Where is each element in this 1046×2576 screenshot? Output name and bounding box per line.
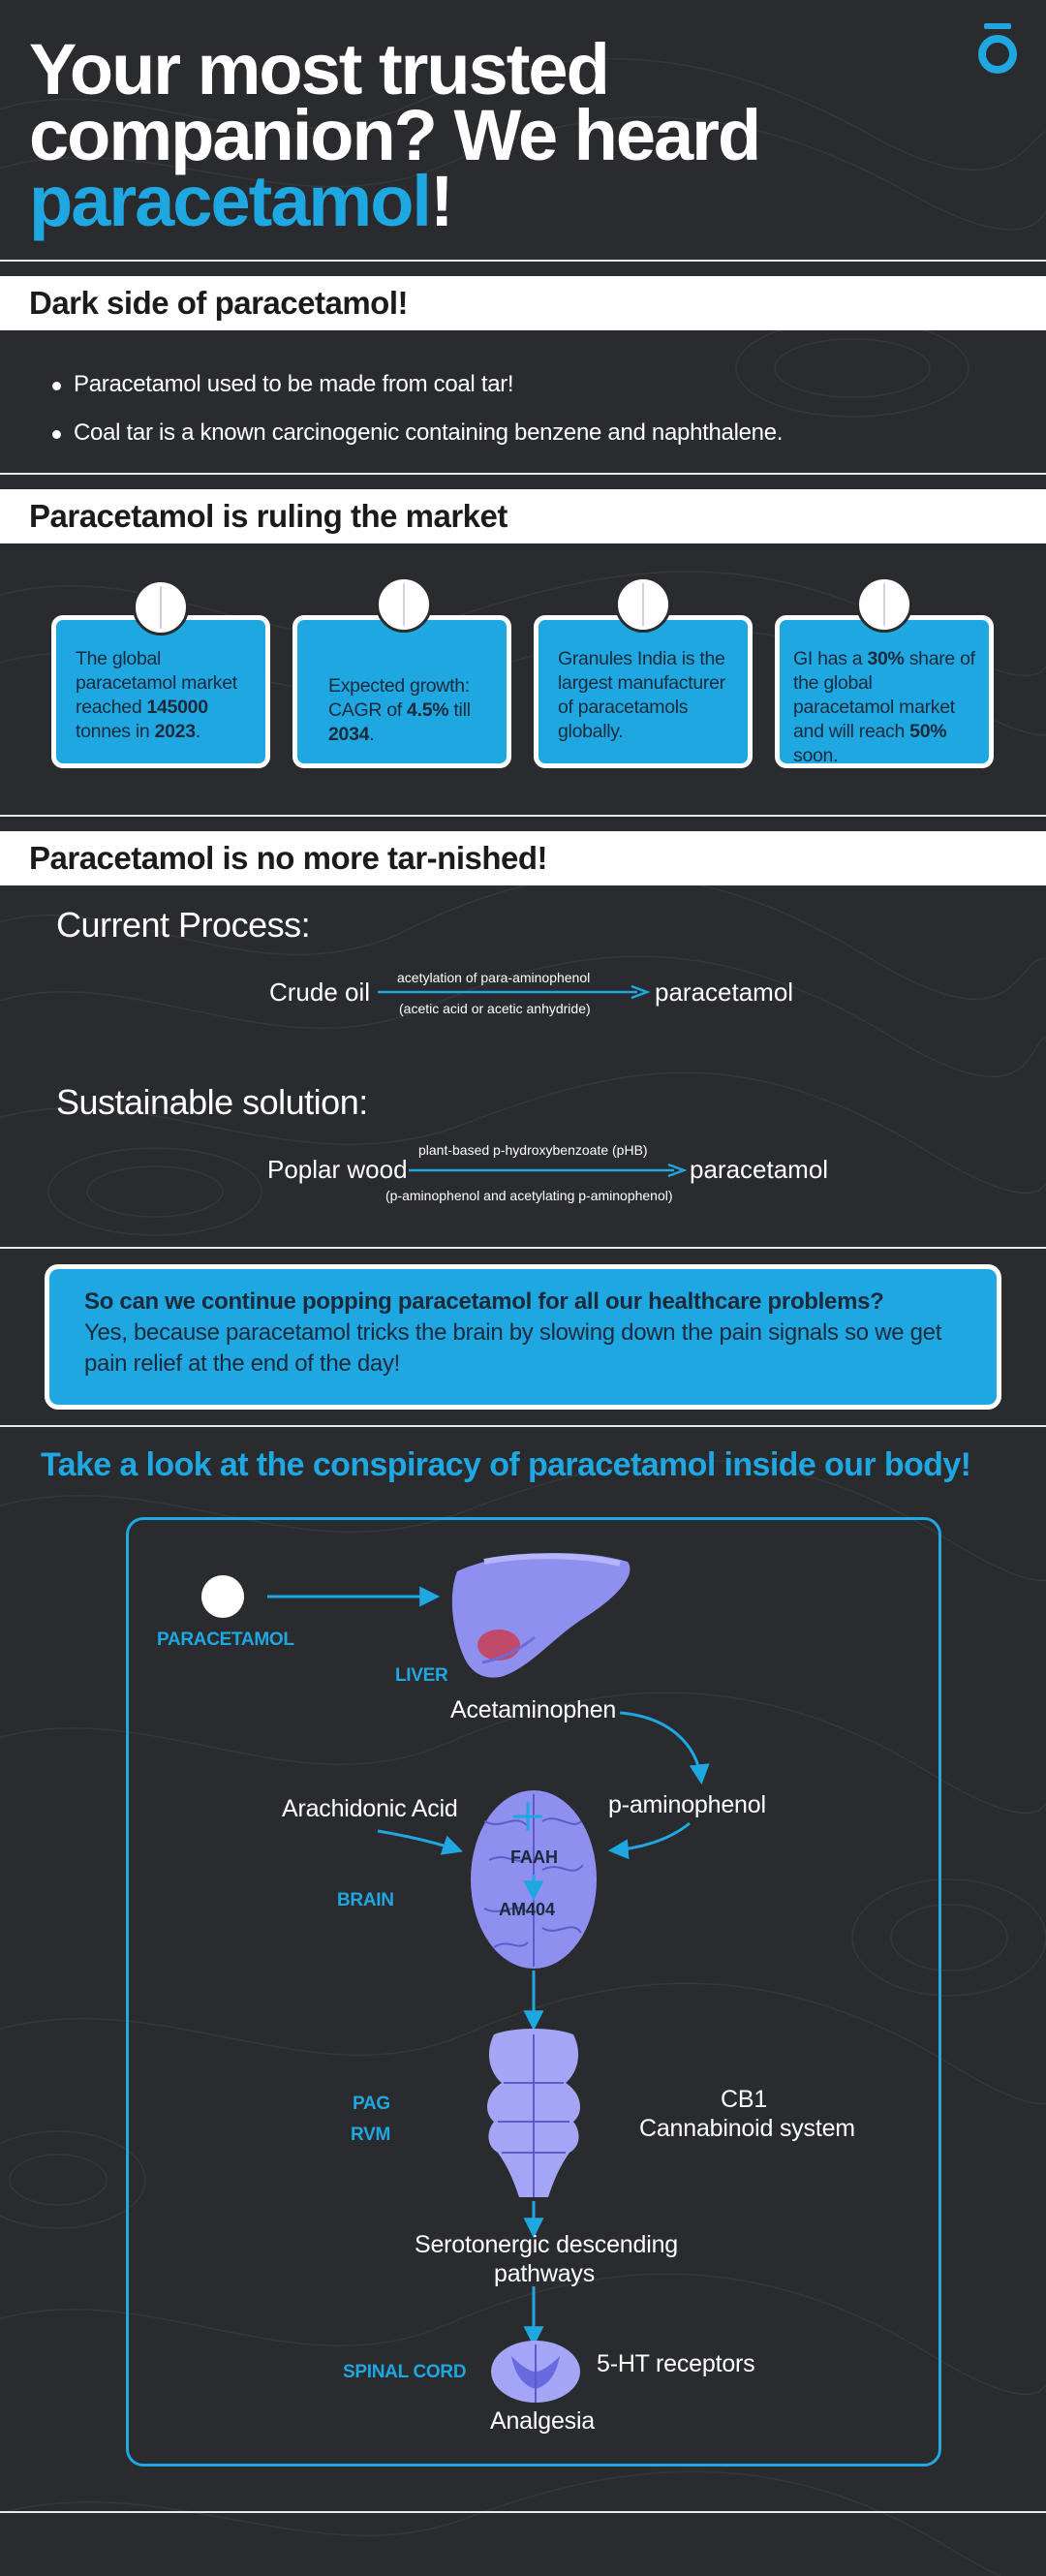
label-faah: FAAH — [510, 1847, 558, 1867]
card-text: Granules India is the largest manufacturer of paracetamols globally. — [558, 648, 725, 742]
card-highlight: 50% — [909, 721, 947, 742]
current-process-heading: Current Process: — [56, 905, 311, 945]
divider — [0, 260, 1046, 262]
current-arrow-bottom-label: (acetic acid or acetic anhydride) — [399, 1001, 591, 1016]
card-highlight: 4.5% — [407, 699, 449, 721]
section-title-tarnished: Paracetamol is no more tar-nished! — [0, 831, 1046, 885]
divider — [0, 815, 1046, 817]
label-acetaminophen: Acetaminophen — [450, 1696, 617, 1723]
brainstem-icon — [487, 2029, 580, 2197]
arrow-acetaminophen-to-paminophenol — [620, 1713, 701, 1781]
card-highlight: 2034 — [328, 724, 370, 745]
card-highlight: 2023 — [154, 721, 196, 742]
arrow-paminophenol-to-brain — [612, 1823, 690, 1850]
divider — [0, 1425, 1046, 1427]
market-card-2 — [292, 615, 511, 768]
callout-answer: Yes, because paracetamol tricks the brain by slowing down the pain signals so we get pain relief at the end of the day! — [84, 1319, 942, 1377]
dark-side-bullets — [48, 360, 783, 457]
sustainable-heading: Sustainable solution: — [56, 1082, 368, 1122]
spinal-cord-icon — [491, 2341, 580, 2403]
pill-icon — [856, 576, 912, 633]
card-text: . — [369, 724, 375, 745]
label-pag: PAG — [353, 2094, 390, 2114]
market-card-3 — [534, 615, 753, 768]
pill-icon — [133, 579, 189, 636]
label-am404: AM404 — [499, 1900, 556, 1919]
market-card-4 — [775, 615, 994, 768]
pathway-title: Take a look at the conspiracy of paracetamol inside our body! — [41, 1446, 971, 1483]
divider — [0, 473, 1046, 475]
hero-exclaim: ! — [429, 161, 452, 241]
paracetamol-pill-icon — [201, 1575, 244, 1618]
label-arachidonic-acid: Arachidonic Acid — [282, 1795, 458, 1822]
paracetamol-product-label: paracetamol — [655, 978, 794, 1007]
label-analgesia: Analgesia — [490, 2407, 596, 2435]
card-highlight: 145000 — [146, 697, 208, 718]
card-text: share of the global paracetamol market and will reach — [793, 648, 975, 742]
label-5ht-receptors: 5-HT receptors — [597, 2350, 755, 2377]
divider — [0, 2511, 1046, 2513]
arrow-arachidonic-to-brain — [378, 1831, 459, 1850]
pathway-diagram — [0, 1511, 1046, 2480]
section-title-dark-side: Dark side of paracetamol! — [0, 276, 1046, 330]
market-card-1 — [51, 615, 270, 768]
label-cannabinoid-system: Cannabinoid system — [639, 2115, 855, 2142]
pill-icon — [615, 576, 671, 633]
label-cb1: CB1 — [721, 2086, 768, 2113]
hero-line-1: Your most trusted — [29, 29, 608, 109]
label-rvm: RVM — [351, 2125, 390, 2145]
label-p-aminophenol: p-aminophenol — [608, 1791, 766, 1818]
card-text: The global paracetamol market reached — [76, 648, 237, 718]
poplar-wood-label: Poplar wood — [267, 1155, 408, 1184]
bullet-item: Coal tar is a known carcinogenic containing benzene and naphthalene. — [48, 409, 783, 457]
callout-box — [45, 1264, 1001, 1410]
section-title-market: Paracetamol is ruling the market — [0, 489, 1046, 543]
card-text: . — [195, 721, 200, 742]
hero-accent: paracetamol — [29, 161, 430, 241]
divider — [0, 1247, 1046, 1249]
card-text: soon. — [793, 745, 839, 766]
sustainable-arrow-bottom-label: (p-aminophenol and acetylating p-aminophenol) — [385, 1188, 673, 1203]
liver-icon — [452, 1553, 631, 1677]
card-text: tonnes in — [76, 721, 155, 742]
card-text: till — [448, 699, 471, 721]
brand-logo-icon[interactable] — [974, 21, 1021, 76]
label-serotonergic-2: pathways — [494, 2260, 596, 2287]
label-serotonergic-1: Serotonergic descending — [415, 2231, 678, 2258]
brain-icon — [471, 1790, 597, 1969]
current-arrow-top-label: acetylation of para-aminophenol — [397, 970, 591, 985]
crude-oil-label: Crude oil — [269, 978, 371, 1007]
current-process-arrow — [376, 983, 651, 1003]
card-highlight: 30% — [867, 648, 905, 669]
pill-icon — [376, 576, 432, 633]
card-text: Expected growth: CAGR of — [328, 675, 470, 721]
callout-question: So can we continue popping paracetamol for all our healthcare problems? — [84, 1288, 884, 1315]
hero-line-2: companion? We heard — [29, 95, 760, 175]
hero-title — [29, 29, 901, 241]
paracetamol-sustainable-label: paracetamol — [690, 1155, 829, 1184]
label-liver: LIVER — [395, 1665, 448, 1686]
bullet-item: Paracetamol used to be made from coal tar! — [48, 360, 783, 409]
label-brain: BRAIN — [337, 1890, 394, 1910]
sustainable-arrow-top-label: plant-based p-hydroxybenzoate (pHB) — [418, 1142, 648, 1158]
label-paracetamol: PARACETAMOL — [157, 1629, 294, 1650]
card-text: GI has a — [793, 648, 868, 669]
sustainable-arrow — [407, 1162, 688, 1181]
label-spinal-cord: SPINAL CORD — [343, 2362, 467, 2382]
hero-line-3 — [29, 161, 901, 241]
